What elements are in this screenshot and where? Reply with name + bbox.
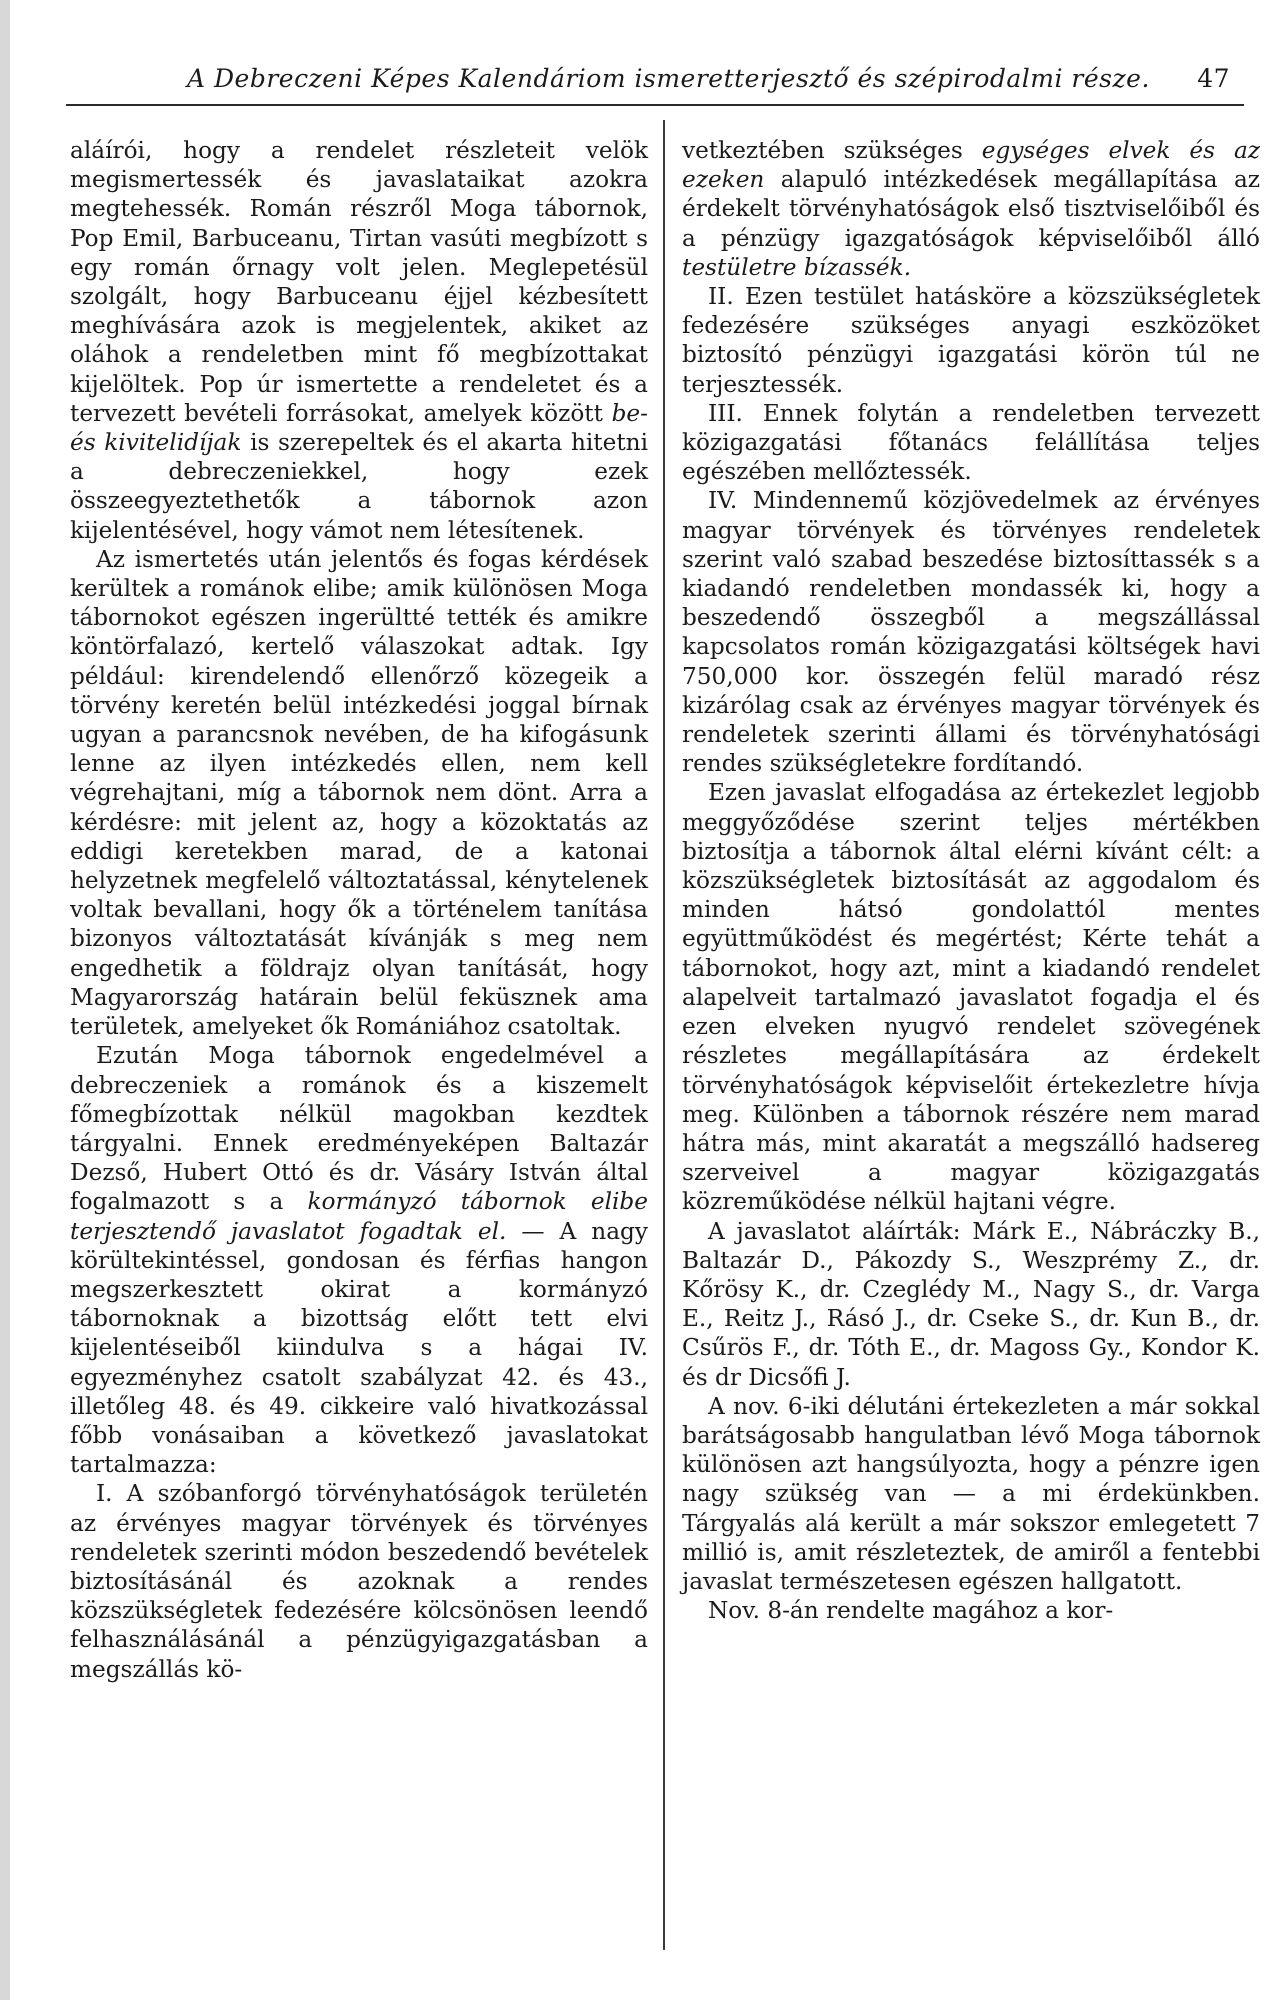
right-paragraph-8: Nov. 8-án rendelte magához a kor-: [708, 1597, 1114, 1625]
emphasis: testületre bízassék.: [682, 253, 912, 281]
left-column: [70, 136, 648, 1684]
header-title: A Debreczeni Képes Kalendáriom ismeretterjesztő és szépirodalmi része.: [187, 64, 1150, 93]
header-rule: [66, 104, 1244, 106]
text-run: vetkeztében szükséges: [682, 137, 963, 164]
right-column: [682, 136, 1260, 1625]
column-divider: [663, 120, 665, 1950]
emphasis: be- és kivitelidíjak: [70, 399, 648, 457]
right-paragraph-4: IV. Mindennemű közjövedelmek az érvényes magyar törvények és törvényes rendeletek szerint való szabad beszedése biztosíttassék s a kiadandó rendeletben mondassék ki, hogy a beszedendő összegből a megszállással kapcsolatos román közigazgatási költségek havi 750,000 kor. összegén felül maradó rész kizárólag csak az érvényes magyar törvények és rendeletek szerinti állami és törvényhatósági rendes szükségletekre fordítandó.: [682, 487, 1260, 778]
right-paragraph-2: II. Ezen testület hatásköre a közszükségletek fedezésére szükséges anyagi eszközöket biztosító pénzügyi igazgatási körön túl ne terjesztessék.: [682, 283, 1260, 398]
scan-edge: [0, 0, 10, 2000]
right-paragraph-3: III. Ennek folytán a rendeletben tervezett közigazgatási főtanács felállítása teljes egészében mellőztessék.: [682, 399, 1260, 486]
right-paragraph-7: A nov. 6-iki délutáni értekezleten a már sokkal barátságosabb hangulatban lévő Moga tábornok különösen azt hangsúlyozta, hogy a pénzre igen nagy szükség van — a mi érdekünkben. Tárgyalás alá került a már sokszor emlegetett 7 millió is, amit részleteztek, de amiről a fentebbi javaslat természetesen egészen hallgatott.: [682, 1392, 1260, 1595]
left-paragraph-3: [70, 1041, 648, 1479]
left-paragraph-1: [70, 136, 648, 545]
right-paragraph-1: [682, 136, 1260, 282]
left-paragraph-2: Az ismertetés után jelentős és fogas kérdések kerültek a románok elibe; amik különösen Moga tábornokot egészen ingerültté tették és amikre köntörfalazó, kertelő válaszokat adtak. Igy például: kirendelendő ellenőrző közegeik a törvény keretén belül intézkedési joggal bírnak ugyan a parancsnok nevében, de ha kifogásunk lenne az ilyen intézkedés ellen, nem kell végrehajtani, míg a tábornok nem dönt. Arra a kérdésre: mit jelent az, hogy a közoktatás az eddigi keretekben marad, de a katonai helyzetnek megfelelő változtatással, kénytelenek voltak bevallani, hogy ők a történelem tanítása bizonyos változtatását kívánják s meg nem engedhetik a földrajz olyan tanítását, hogy Magyarország határain belül feküsznek ama területek, amelyeket ők Romániához csatoltak.: [70, 545, 648, 1041]
text-run: aláírói, hogy a rendelet részleteit velök megismertessék és javaslataikat azokra megtehessék. Román részről Moga tábornok, Pop Emil, Barbuceanu, Tirtan vasúti megbízott s egy román őrnagy volt jelen. Meglepetésül szolgált, hogy Barbuceanu éjjel kézbesített meghívására azok is megjelentek, akiket az oláhok a rendeletben mint fő megbízottakat kijelöltek. Pop úr ismertette a rendeletet és a tervezett bevételi forrásokat, amelyek között: [70, 137, 648, 427]
text-run: Ezután Moga tábornok engedelmével a debreczeniek a románok és a kiszemelt főmegbízottak nélkül magokban kezdtek tárgyalni. Ennek eredményeképen Baltazár Dezső, Hubert Ottó és dr. Vásáry István által fogalmazott s a: [70, 1042, 648, 1216]
emphasis: egységes elvek és az ezeken: [682, 137, 1260, 194]
page-number: 47: [1197, 64, 1230, 93]
left-paragraph-4: I. A szóbanforgó törvényhatóságok területén az érvényes magyar törvények és törvényes rendeletek szerinti módon beszedendő bevételek biztosításánál és azoknak a rendes közszükségletek fedezésére kölcsönösen leendő felhasználásánál a pénzügyigazgatásban a megszállás kö-: [70, 1480, 648, 1683]
right-paragraph-5: Ezen javaslat elfogadása az értekezlet legjobb meggyőződése szerint teljes mértékben biztosítja a tábornok által elérni kívánt célt: a közszükségletek biztosítását az aggodalom és minden hátsó gondolattól mentes együttműködést és megértést; Kérte tehát a tábornokot, hogy azt, mint a kiadandó rendelet alapelveit tartalmazó javaslatot fogadja el és ezen elveken nyugvó rendelet szövegének részletes megállapítására az érdekelt törvényhatóságok képviselőit értekezletre hívja meg. Különben a tábornok részére nem marad hátra más, mint akaratát a megszálló hadsereg szerveivel a magyar közigazgatás közreműködése nélkül hajtani végre.: [682, 779, 1260, 1216]
text-run: alapuló intézkedések megállapítása az érdekelt törvényhatóságok első tisztviselőiből és a pénzügy igazgatóságok képviselőiből álló: [682, 166, 1260, 252]
text-run: — A nagy körültekintéssel, gondosan és férfias hangon megszerkesztett okirat a kormányzó tábornoknak a bizottság előtt tett elvi kijelentéseiből kiindulva s a hágai IV. egyezményhez csatolt szabályzat 42. és 43., illetőleg 48. és 49. cikkeire való hivatkozással főbb vonásaiban a következő javaslatokat tartalmazza:: [70, 1217, 648, 1479]
right-paragraph-6: A javaslatot aláírták: Márk E., Nábráczky B., Baltazár D., Pákozdy S., Weszprémy Z., dr. Kőrösy K., dr. Czeglédy M., Nagy S., dr. Varga E., Reitz J., Rásó J., dr. Cseke S., dr. Kun B., dr. Csűrös F., dr. Tóth E., dr. Magoss Gy., Kondor K. és dr Dicsőfi J.: [682, 1217, 1260, 1391]
emphasis: kormányzó tábornok elibe terjesztendő javaslatot fogadtak el.: [70, 1188, 649, 1245]
text-run: is szerepeltek és el akarta hitetni a debreczeniekkel, hogy ezek összeegyeztethetők a tábornok azon kijelentésével, hogy vámot nem létesítenek.: [70, 429, 649, 544]
running-header: [60, 58, 1240, 98]
